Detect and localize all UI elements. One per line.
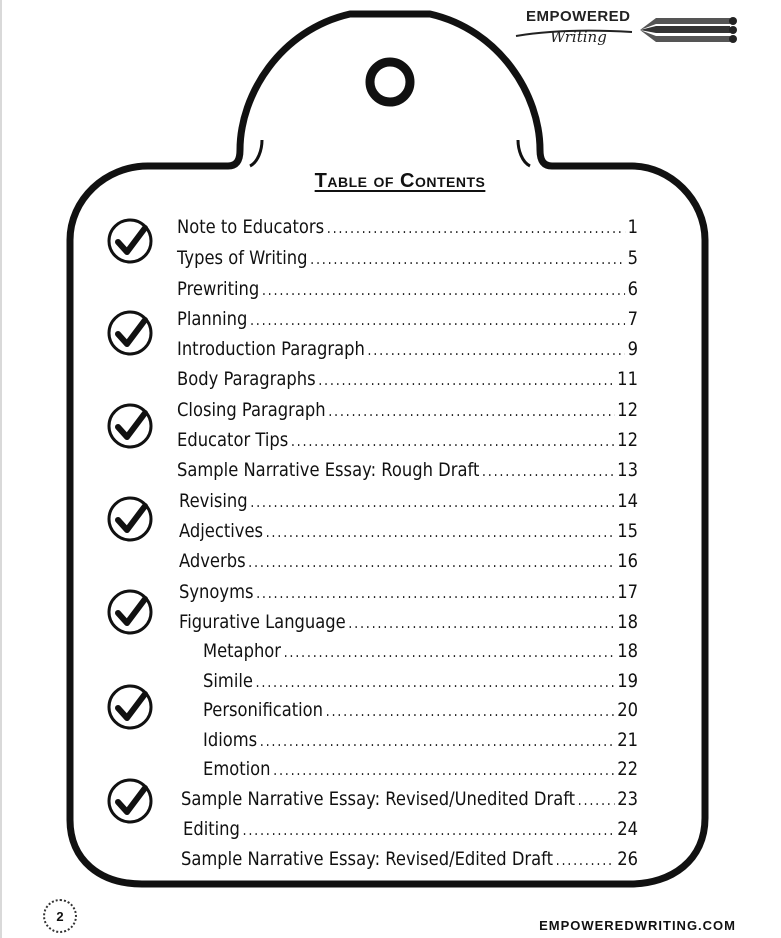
- toc-entry-label: Adjectives: [179, 520, 264, 542]
- toc-entry-label: Educator Tips: [177, 429, 289, 451]
- checkmark-circle-icon: [105, 308, 155, 358]
- toc-entry-label: Sample Narrative Essay: Rough Draft: [177, 459, 480, 481]
- logo-wordmark-bottom: Writing: [550, 28, 607, 46]
- toc-entry-label: Revising: [179, 490, 248, 512]
- toc-entry: [179, 581, 638, 603]
- dot-leader: [250, 493, 614, 511]
- dot-leader: [318, 371, 614, 389]
- toc-entry: [177, 338, 638, 360]
- toc-entry-label: Body Paragraphs: [177, 368, 316, 390]
- toc-entry-label: Personification: [203, 699, 324, 721]
- dot-leader: [482, 462, 615, 480]
- dot-leader: [310, 250, 625, 268]
- toc-entry-page: 21: [617, 729, 638, 751]
- dot-leader: [367, 341, 625, 359]
- dot-leader: [243, 821, 615, 839]
- toc-entry-page: 7: [627, 308, 638, 330]
- toc-entry: [181, 848, 638, 870]
- toc-entry: [177, 216, 638, 238]
- dot-leader: [266, 523, 615, 541]
- toc-entry-label: Adverbs: [179, 550, 246, 572]
- dot-leader: [256, 673, 615, 691]
- toc-entry-page: 13: [617, 459, 638, 481]
- toc-entry-label: Note to Educators: [177, 216, 325, 238]
- toc-entry-page: 15: [617, 520, 638, 542]
- toc-entry: [181, 788, 638, 810]
- toc-entry-label: Emotion: [203, 758, 271, 780]
- toc-entry-page: 20: [617, 699, 638, 721]
- toc-entry: [177, 368, 638, 390]
- toc-entry: [179, 490, 638, 512]
- toc-entry-page: 24: [617, 818, 638, 840]
- dot-leader: [291, 432, 615, 450]
- toc-entry-page: 11: [617, 368, 638, 390]
- dot-leader: [248, 553, 614, 571]
- toc-entry-page: 22: [617, 758, 638, 780]
- toc-entry-label: Prewriting: [177, 278, 260, 300]
- dot-leader: [256, 584, 615, 602]
- toc-entry: [179, 611, 638, 633]
- checkmark-circle-icon: [105, 776, 155, 826]
- toc-entry-page: 12: [617, 429, 638, 451]
- dot-leader: [273, 761, 614, 779]
- toc-entry: [203, 729, 638, 751]
- toc-entry-page: 18: [617, 640, 638, 662]
- toc-entry-page: 16: [617, 550, 638, 572]
- toc-entry-label: Sample Narrative Essay: Revised/Unedited Draft: [181, 788, 576, 810]
- toc-entry-label: Synoyms: [179, 581, 254, 603]
- toc-entry-page: 6: [627, 278, 638, 300]
- dot-leader: [250, 311, 625, 329]
- toc-entry-label: Idioms: [203, 729, 258, 751]
- toc-entry-page: 1: [627, 216, 638, 238]
- toc-entry-label: Simile: [203, 670, 253, 692]
- checkmark-circle-icon: [105, 587, 155, 637]
- toc-entry-page: 19: [617, 670, 638, 692]
- dot-leader: [284, 643, 615, 661]
- checkmark-circle-icon: [105, 401, 155, 451]
- toc-entry: [177, 399, 638, 421]
- toc-entry: [203, 699, 638, 721]
- toc-entry-page: 5: [627, 247, 638, 269]
- dot-leader: [260, 732, 615, 750]
- toc-entry: [177, 278, 638, 300]
- toc-entry: [203, 640, 638, 662]
- toc-entry-label: Introduction Paragraph: [177, 338, 365, 360]
- clipboard-hole-icon: [370, 62, 410, 102]
- toc-entry: [177, 459, 638, 481]
- toc-entry-label: Types of Writing: [177, 247, 308, 269]
- toc-entry-page: 26: [617, 848, 638, 870]
- website-url: EMPOWEREDWRITING.COM: [539, 918, 736, 933]
- toc-entry-label: Sample Narrative Essay: Revised/Edited Draft: [181, 848, 554, 870]
- dot-leader: [327, 219, 625, 237]
- dot-leader: [578, 791, 615, 809]
- toc-entry-label: Metaphor: [203, 640, 282, 662]
- toc-entry-page: 14: [617, 490, 638, 512]
- toc-entry: [179, 520, 638, 542]
- toc-entry: [203, 758, 638, 780]
- dot-leader: [556, 851, 615, 869]
- toc-entry-label: Planning: [177, 308, 248, 330]
- toc-entry: [177, 429, 638, 451]
- checkmark-circle-icon: [105, 494, 155, 544]
- logo-wordmark-top: EMPOWERED: [526, 8, 631, 25]
- page-title: Table of Contents: [314, 170, 486, 192]
- checkmark-circle-icon: [105, 216, 155, 266]
- dot-leader: [326, 702, 615, 720]
- toc-entry: [203, 670, 638, 692]
- toc-entry: [177, 308, 638, 330]
- toc-entry-page: 23: [617, 788, 638, 810]
- toc-entry-page: 12: [617, 399, 638, 421]
- toc-entry: [183, 818, 638, 840]
- toc-entry-page: 18: [617, 611, 638, 633]
- dot-leader: [328, 402, 614, 420]
- toc-entry-label: Closing Paragraph: [177, 399, 326, 421]
- toc-entry: [177, 247, 638, 269]
- toc-entry-label: Editing: [183, 818, 240, 840]
- toc-entry-page: 9: [627, 338, 638, 360]
- toc-entry-page: 17: [617, 581, 638, 603]
- dot-leader: [262, 281, 625, 299]
- page-number: 2: [43, 899, 77, 933]
- toc-entry: [179, 550, 638, 572]
- dot-leader: [348, 614, 614, 632]
- checkmark-circle-icon: [105, 682, 155, 732]
- toc-entry-label: Figurative Language: [179, 611, 346, 633]
